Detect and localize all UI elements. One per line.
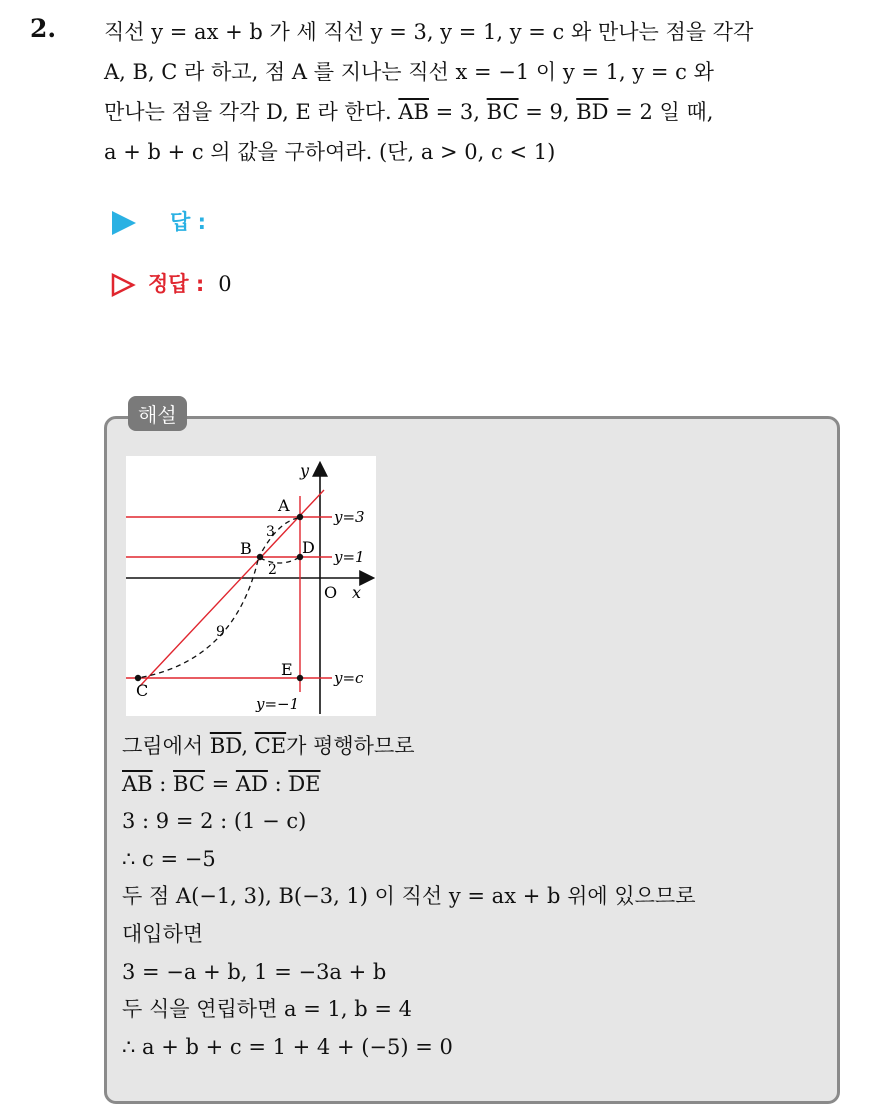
problem-line-3-text: 만나는 점을 각각 D, E 라 한다. <box>104 100 392 124</box>
play-triangle-icon <box>112 211 136 235</box>
x-axis-label: x <box>352 583 362 602</box>
solution-line-1 <box>122 728 838 766</box>
seg-ad: $\overline{AD}$ <box>235 771 268 796</box>
point-c-label: C <box>136 681 149 700</box>
equals: = <box>204 771 236 796</box>
correct-answer-value: 0 <box>218 272 232 296</box>
solution-line-5: 두 점 A(−1, 3), B(−3, 1) 이 직선 y = ax + b 위에 있으므로 <box>122 884 696 909</box>
solution-line-7: 3 = −a + b, 1 = −3a + b <box>122 959 387 984</box>
seg-ce: $\overline{CE}$ <box>254 734 287 758</box>
seg-bc: $\overline{BC}$ <box>173 771 205 796</box>
solution-line-3: 3 : 9 = 2 : (1 − c) <box>122 809 307 834</box>
seg-3-label: 3 <box>266 524 275 540</box>
problem-number: 2. <box>30 14 57 43</box>
correct-answer-row <box>110 268 232 298</box>
seg-9-label: 9 <box>216 624 225 640</box>
segment-bc-value: = 9, <box>518 100 570 124</box>
line-y1-label: y=1 <box>334 548 365 566</box>
solution-line-4: ∴ c = −5 <box>122 846 216 871</box>
segment-ab-value: = 3, <box>428 100 480 124</box>
colon-1: : <box>152 771 174 796</box>
outline-triangle-icon <box>110 272 136 298</box>
point-e <box>297 675 303 681</box>
line-ax-b <box>140 490 324 686</box>
segment-bc: $\overline{BC}$ <box>486 100 519 124</box>
arc-bd <box>260 558 298 563</box>
problem-line-1: 직선 y = ax + b 가 세 직선 y = 3, y = 1, y = c 와 만나는 점을 각각 <box>104 20 754 44</box>
colon-2: : <box>267 771 289 796</box>
problem-text <box>104 12 864 172</box>
seg-ab: $\overline{AB}$ <box>122 771 153 796</box>
line-yc-label: y=c <box>334 669 364 687</box>
point-b-label: B <box>240 539 252 558</box>
answer-row <box>112 206 206 236</box>
solution-text <box>122 728 838 1066</box>
seg-comma: , <box>241 734 255 758</box>
solution-tag: 해설 <box>128 396 187 431</box>
point-d-label: D <box>302 538 315 557</box>
solution-graph <box>126 456 376 716</box>
segment-bd: $\overline{BD}$ <box>576 100 609 124</box>
point-b <box>257 554 263 560</box>
point-e-label: E <box>281 660 293 679</box>
seg-2-label: 2 <box>268 562 277 578</box>
solution-line-1-post: 가 평행하므로 <box>286 734 415 758</box>
segment-bd-value: = 2 일 때, <box>608 100 714 124</box>
solution-line-1-pre: 그림에서 <box>122 734 210 758</box>
solution-line-2 <box>122 766 838 804</box>
solution-line-9: ∴ a + b + c = 1 + 4 + (−5) = 0 <box>122 1034 453 1059</box>
problem-line-4: a + b + c 의 값을 구하여라. (단, a > 0, c < 1) <box>104 140 556 164</box>
point-a-label: A <box>278 496 290 515</box>
solution-line-6: 대입하면 <box>122 921 204 946</box>
problem-line-2: A, B, C 라 하고, 점 A 를 지나는 직선 x = −1 이 y = 1, y = c 와 <box>104 60 714 84</box>
line-y3-label: y=3 <box>334 508 365 526</box>
problem-line-3 <box>104 92 864 132</box>
segment-ab: $\overline{AB}$ <box>398 100 429 124</box>
origin-label: O <box>324 583 338 602</box>
solution-line-8: 두 식을 연립하면 a = 1, b = 4 <box>122 997 412 1022</box>
seg-de: $\overline{DE}$ <box>288 771 321 796</box>
answer-label: 답 : <box>170 210 206 234</box>
point-a <box>297 514 303 520</box>
y-axis-label: y <box>300 461 310 480</box>
line-x-label: y=−1 <box>256 695 300 713</box>
seg-bd: $\overline{BD}$ <box>209 734 242 758</box>
correct-answer-label: 정답 : <box>148 272 205 296</box>
